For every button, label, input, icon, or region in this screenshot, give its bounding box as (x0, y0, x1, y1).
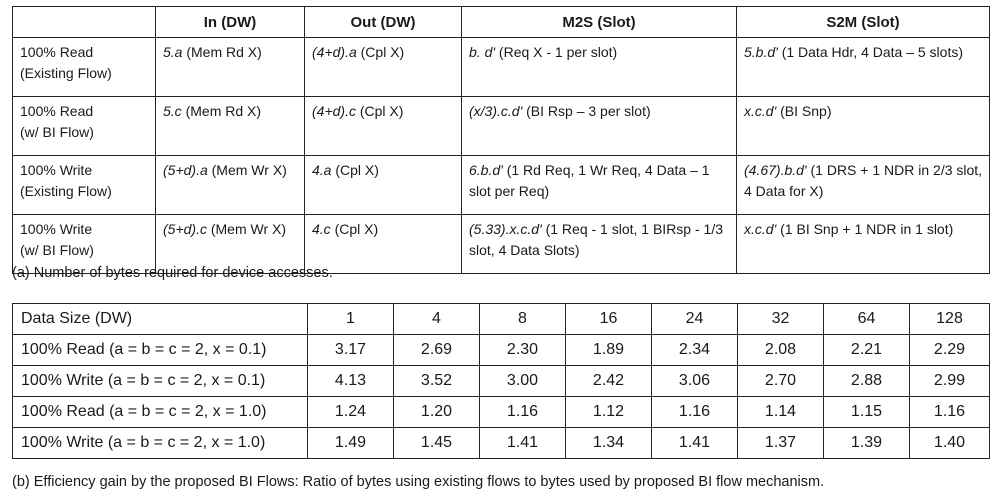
table-header-row (13, 304, 990, 335)
table-cell: 2.21 (824, 335, 910, 366)
formula-note: (Mem Wr X) (206, 221, 287, 237)
header-cell-data-size: Data Size (DW) (13, 304, 308, 335)
table-cell (156, 97, 305, 156)
row-label-line: (w/ BI Flow) (20, 242, 94, 258)
table-cell: 3.00 (480, 366, 566, 397)
table-row (13, 397, 990, 428)
row-label-line: 100% Write (20, 162, 93, 178)
row-label (13, 156, 156, 215)
table-cell: 1.37 (738, 428, 824, 459)
header-cell-s2m: S2M (Slot) (737, 7, 990, 38)
table-cell (462, 215, 737, 274)
table-cell: 1.16 (652, 397, 738, 428)
table-cell: 1.89 (566, 335, 652, 366)
table-row (13, 156, 990, 215)
table-cell (305, 97, 462, 156)
formula-note: (Cpl X) (355, 103, 404, 119)
formula: (5.33).x.c.d' (469, 221, 542, 237)
table-cell: 1.40 (910, 428, 990, 459)
row-label: 100% Read (a = b = c = 2, x = 0.1) (13, 335, 308, 366)
table-cell (737, 215, 990, 274)
header-cell-size: 4 (394, 304, 480, 335)
caption-a: (a) Number of bytes required for device accesses. (12, 265, 333, 281)
table-cell (737, 156, 990, 215)
table-cell (462, 97, 737, 156)
row-label (13, 97, 156, 156)
table-cell (156, 156, 305, 215)
table-cell: 1.20 (394, 397, 480, 428)
table-cell: 1.15 (824, 397, 910, 428)
table-cell (737, 38, 990, 97)
table-row (13, 428, 990, 459)
formula: (5+d).a (163, 162, 208, 178)
row-label-line: 100% Read (20, 44, 94, 60)
table-cell: 1.39 (824, 428, 910, 459)
formula-note: (Mem Wr X) (207, 162, 287, 178)
table-cell (305, 156, 462, 215)
formula-note: (Mem Rd X) (181, 103, 262, 119)
formula-note: (Cpl X) (331, 162, 379, 178)
row-label (13, 38, 156, 97)
table-row (13, 97, 990, 156)
table-cell: 1.12 (566, 397, 652, 428)
formula: (4.67).b.d' (744, 162, 807, 178)
formula: b. d' (469, 44, 496, 60)
table-cell: 2.08 (738, 335, 824, 366)
formula: x.c.d' (744, 103, 777, 119)
header-cell-size: 128 (910, 304, 990, 335)
formula-note: (Req X - 1 per slot) (495, 44, 618, 60)
formula: (4+d).a (312, 44, 357, 60)
table-row (13, 366, 990, 397)
formula-note: (1 Data Hdr, 4 Data – 5 slots) (777, 44, 964, 60)
formula-note: (Cpl X) (356, 44, 405, 60)
header-cell-m2s: M2S (Slot) (462, 7, 737, 38)
table-cell: 2.30 (480, 335, 566, 366)
table-cell: 2.29 (910, 335, 990, 366)
table-cell (462, 38, 737, 97)
formula-note: (1 Req - 1 slot, 1 BIRsp - 1/3 slot, 4 Data Slots) (469, 221, 723, 258)
formula: 6.b.d' (469, 162, 503, 178)
header-cell-out: Out (DW) (305, 7, 462, 38)
table-cell: 3.52 (394, 366, 480, 397)
table-cell: 3.17 (308, 335, 394, 366)
row-label-line: (Existing Flow) (20, 183, 112, 199)
caption-b: (b) Efficiency gain by the proposed BI Flows: Ratio of bytes using existing flows to bytes used by proposed BI flow mechanism. (12, 474, 825, 490)
formula: 5.a (163, 44, 183, 60)
header-cell-size: 16 (566, 304, 652, 335)
table-cell (305, 38, 462, 97)
header-cell-size: 8 (480, 304, 566, 335)
formula: x.c.d' (744, 221, 777, 237)
table-cell: 2.88 (824, 366, 910, 397)
header-cell-empty (13, 7, 156, 38)
formula-note: (Cpl X) (330, 221, 379, 237)
header-cell-size: 32 (738, 304, 824, 335)
formula: 5.b.d' (744, 44, 778, 60)
header-cell-size: 1 (308, 304, 394, 335)
formula-note: (BI Snp) (776, 103, 832, 119)
table-cell: 1.41 (480, 428, 566, 459)
table-cell (462, 156, 737, 215)
header-cell-in: In (DW) (156, 7, 305, 38)
table-cell: 2.34 (652, 335, 738, 366)
formula: 4.a (312, 162, 332, 178)
table-cell: 1.16 (910, 397, 990, 428)
table-cell: 1.41 (652, 428, 738, 459)
table-row (13, 38, 990, 97)
table-cell: 3.06 (652, 366, 738, 397)
table-row (13, 335, 990, 366)
table-cell: 1.16 (480, 397, 566, 428)
row-label-line: (w/ BI Flow) (20, 124, 94, 140)
row-label-line: (Existing Flow) (20, 65, 112, 81)
table-cell: 1.14 (738, 397, 824, 428)
formula-note: (BI Rsp – 3 per slot) (522, 103, 651, 119)
table-cell: 2.42 (566, 366, 652, 397)
table-cell (156, 38, 305, 97)
table-cell (737, 97, 990, 156)
efficiency-gain-table (12, 303, 990, 459)
row-label: 100% Write (a = b = c = 2, x = 1.0) (13, 428, 308, 459)
table-cell: 2.69 (394, 335, 480, 366)
header-cell-size: 24 (652, 304, 738, 335)
row-label-line: 100% Write (20, 221, 93, 237)
formula: (x/3).c.d' (469, 103, 523, 119)
table-cell: 2.99 (910, 366, 990, 397)
row-label-line: 100% Read (20, 103, 94, 119)
formula: 5.c (163, 103, 182, 119)
header-cell-size: 64 (824, 304, 910, 335)
formula: (5+d).c (163, 221, 207, 237)
device-access-bytes-table (12, 6, 990, 274)
table-cell: 1.49 (308, 428, 394, 459)
formula: 4.c (312, 221, 331, 237)
table-cell: 1.24 (308, 397, 394, 428)
formula: (4+d).c (312, 103, 356, 119)
table-cell: 4.13 (308, 366, 394, 397)
table-cell: 2.70 (738, 366, 824, 397)
table-cell: 1.45 (394, 428, 480, 459)
row-label: 100% Write (a = b = c = 2, x = 0.1) (13, 366, 308, 397)
formula-note: (Mem Rd X) (182, 44, 262, 60)
formula-note: (1 Rd Req, 1 Wr Req, 4 Data – 1 slot per Req) (469, 162, 710, 199)
formula-note: (1 BI Snp + 1 NDR in 1 slot) (776, 221, 954, 237)
row-label: 100% Read (a = b = c = 2, x = 1.0) (13, 397, 308, 428)
formula-note: (1 DRS + 1 NDR in 2/3 slot, 4 Data for X) (744, 162, 983, 199)
table-header-row (13, 7, 990, 38)
table-cell: 1.34 (566, 428, 652, 459)
